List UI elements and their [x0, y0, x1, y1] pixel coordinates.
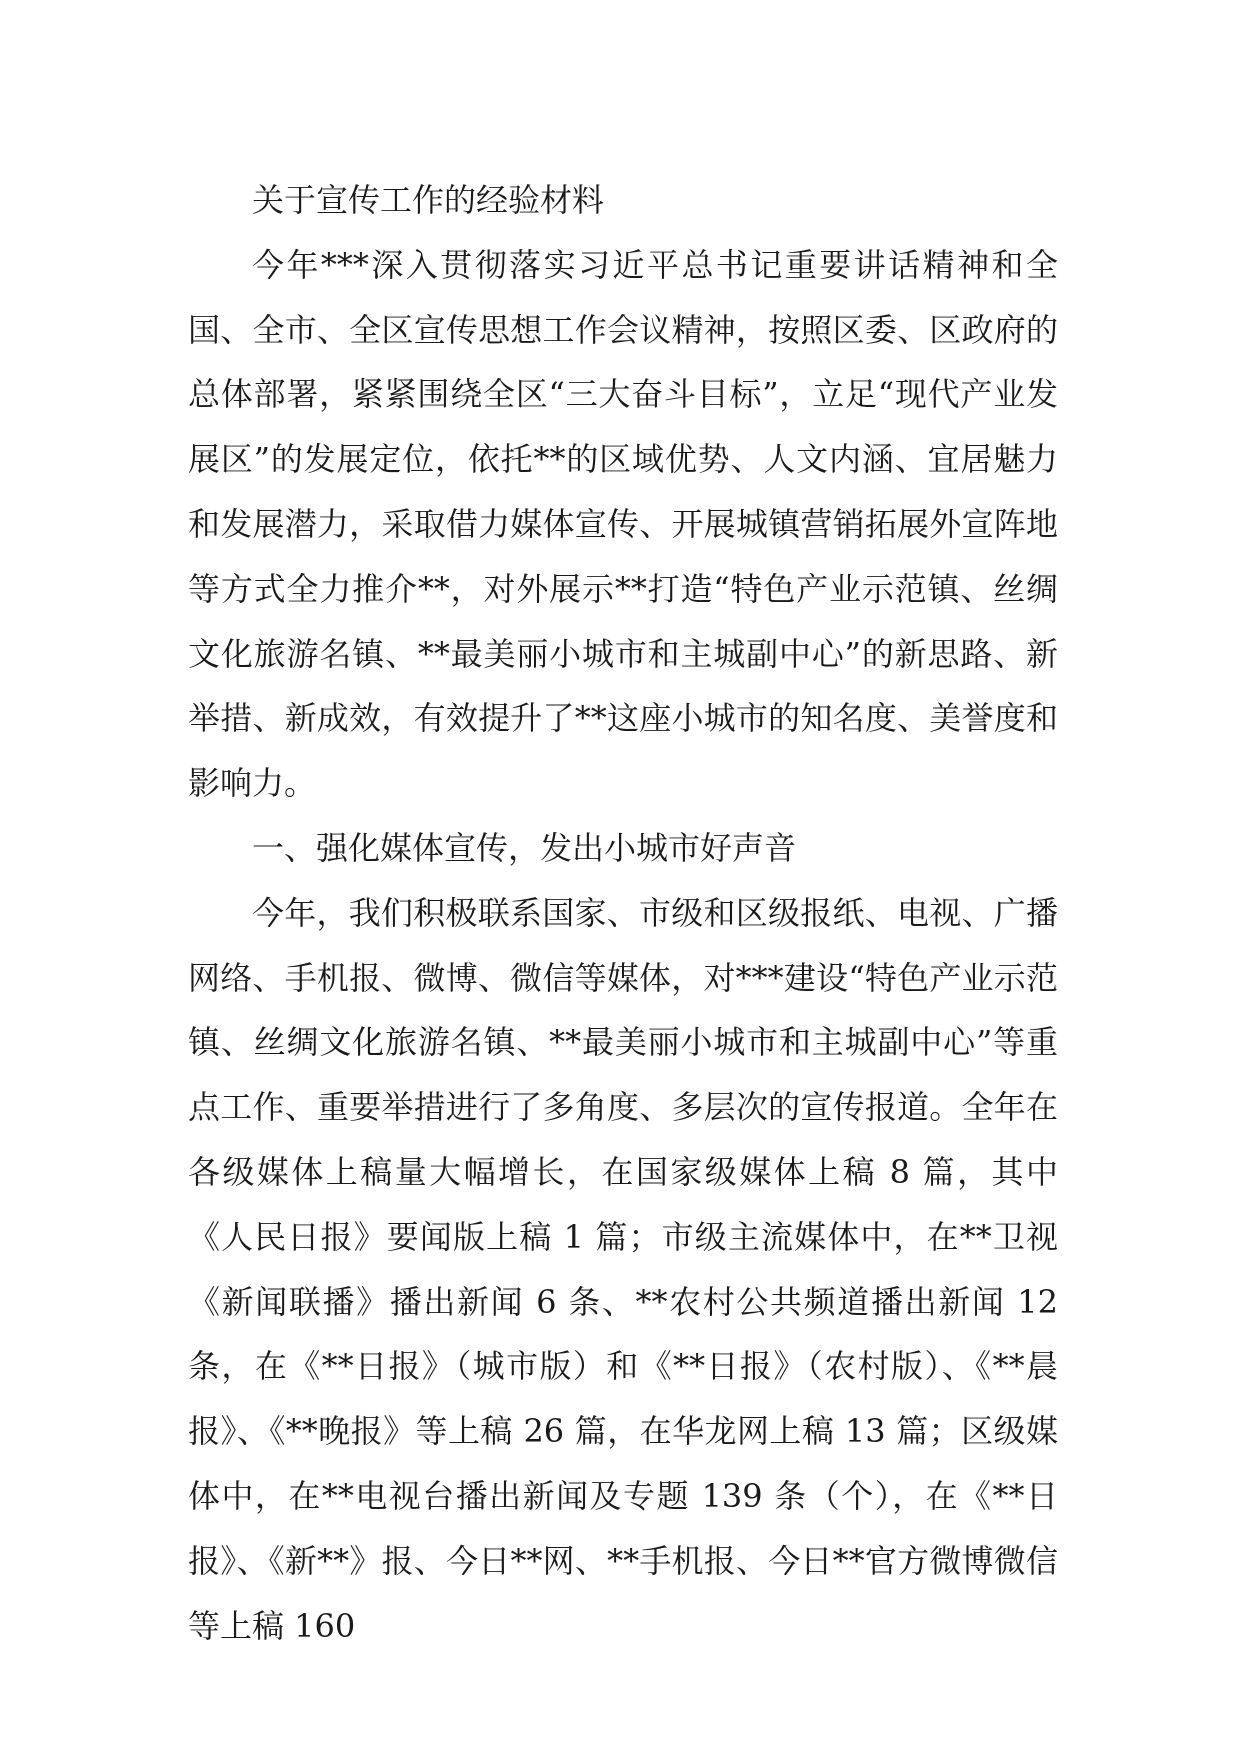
section-heading: 一、强化媒体宣传，发出小城市好声音 [252, 828, 797, 867]
body-paragraph: 今年***深入贯彻落实习近平总书记重要讲话精神和全国、全市、全区宣传思想工作会议精神，按照区委、区政府的总体部署，紧紧围绕全区“三大奋斗目标”，立足“现代产业发展区”的发展定位，依托**的区域优势、人文内涵、宜居魅力和发展潜力，采取借力媒体宣传、开展城镇营销拓展外宣阵地等方式全力推介**，对外展示**打造“特色产业示范镇、丝绸文化旅游名镇、**最美丽小城市和主城副中心”的新思路、新举措、新成效，有效提升了**这座小城市的知名度、美誉度和影响力。 [188, 245, 1058, 803]
body-paragraph: 今年，我们积极联系国家、市级和区级报纸、电视、广播网络、手机报、微博、微信等媒体，对***建设“特色产业示范镇、丝绸文化旅游名镇、**最美丽小城市和主城副中心”等重点工作、重要举措进行了多角度、多层次的宣传报道。全年在各级媒体上稿量大幅增长，在国家级媒体上稿 8 篇，其中《人民日报》要闻版上稿 1 篇；市级主流媒体中，在**卫视《新闻联播》播出新闻 6 条、**农村公共频道播出新闻 12 条，在《**日报》（城市版）和《**日报》（农村版）、《**晨报》、《**晚报》等上稿 26 篇，在华龙网上稿 13 篇；区级媒体中，在**电视台播出新闻及专题 139 条（个），在《**日报》、《新**》报、今日**网、**手机报、今日**官方微博微信等上稿 160 [188, 893, 1058, 1645]
document-body [188, 168, 1058, 1658]
document-title: 关于宣传工作的经验材料 [252, 181, 605, 219]
